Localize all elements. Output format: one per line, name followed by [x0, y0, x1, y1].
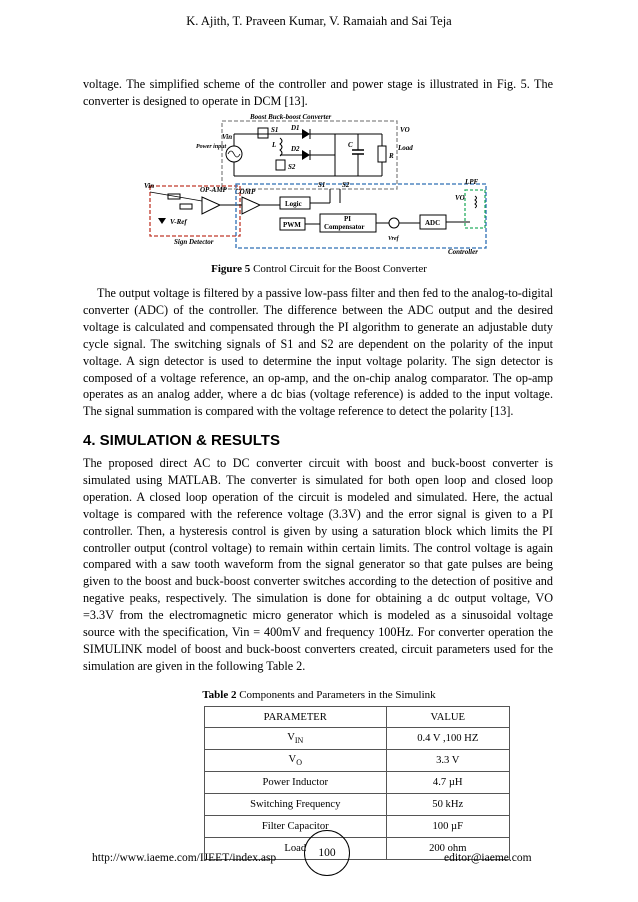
- diode-d1-icon: [302, 129, 310, 139]
- pi-label: PI: [344, 215, 351, 223]
- figure-caption-label: Figure 5: [211, 263, 251, 275]
- pwm-label: PWM: [283, 221, 301, 229]
- d2-label: D2: [291, 145, 300, 153]
- table-cell: Power Inductor: [205, 772, 387, 794]
- table-row: [205, 750, 510, 772]
- table-caption: [0, 689, 638, 701]
- table-row: [205, 816, 510, 838]
- adc-label: ADC: [425, 219, 441, 227]
- table-header-cell: VALUE: [386, 707, 509, 728]
- table-cell: 0.4 V ,100 HZ: [386, 728, 509, 750]
- compensator-label: Compensator: [324, 223, 365, 231]
- c-label: C: [348, 141, 353, 149]
- body-paragraph-2: The output voltage is filtered by a passive low-pass filter and then fed to the analog-to-digital converter (ADC) of the controller. The difference between the ADC output and the desired voltage is calculated and compensated through the PI algorithm to generate an adjustable duty cycle signal. The switching signals of S1 and S2 are dependent on the polarity of the input voltage. A sign detector is used to determine the input voltage polarity. The sign detector is composed of a voltage reference, an op-amp, and the on-chip analog comparator. The op-amp operates as an analog adder, where a dc bias (voltage reference) is added to the input voltage. The signal summation is compared with the voltage reference to detect the polarity [13].: [83, 286, 553, 419]
- footer-url-link[interactable]: http://www.iaeme.com/IJEET/index.asp: [92, 852, 277, 864]
- converter-title: Boost Buck-boost Converter: [250, 114, 332, 121]
- switch-s2: [276, 160, 285, 170]
- load-label: Load: [398, 144, 413, 152]
- s2-ctrl-label: S2: [342, 181, 350, 189]
- table-cell: Filter Capacitor: [205, 816, 387, 838]
- summing-junction-icon: [389, 218, 399, 228]
- inductor-label: L: [272, 141, 277, 149]
- table-caption-label: Table 2: [202, 689, 237, 701]
- s1-label: S1: [271, 126, 279, 134]
- controller-label: Controller: [448, 248, 478, 256]
- table-caption-text: Components and Parameters in the Simulink: [236, 689, 436, 701]
- vin-small-label: Vin: [144, 182, 155, 190]
- table-cell: Switching Frequency: [205, 794, 387, 816]
- page-number: 100: [304, 830, 350, 876]
- vref-small-label: Vref: [388, 236, 399, 242]
- comparator-icon: [242, 197, 260, 214]
- section-title: 4. SIMULATION & RESULTS: [83, 432, 280, 449]
- power-input-label: Power input: [196, 144, 227, 150]
- figure-caption: [0, 263, 638, 275]
- s2-label: S2: [288, 163, 296, 171]
- body-paragraph-3: The proposed direct AC to DC converter circuit with boost and buck-boost converter is simulated using MATLAB. The converter is simulated for both open loop and closed loop operation. A closed loop operation of the circuit is modeled and simulated. Here, the actual voltage is compared with the reference voltage (3.3V) and the error signal is given to a PI controller. Then, a hysteresis control is given by using a saturation block which limits the PI controller output (control voltage) to remain within certain limits. The control voltage is again compared with a saw tooth waveform from the signal generator so that gate pulses are being given to the boost and buck-boost converter switches according to the detection of positive and negative peaks, respectively. The simulation is done for obtaining a dc output voltage, VO =3.3V from the electromagnetic micro generator which is modeled as a sinusoidal voltage source with the specification, Vin = 400mV and frequency 100Hz. For converter operation the SIMULINK model of boost and buck-boost converters created, circuit parameters used for the simulation are given in the following Table 2.: [83, 456, 553, 673]
- logic-label: Logic: [285, 200, 302, 208]
- intro-paragraph: voltage. The simplified scheme of the controller and power stage is illustrated in Fig. 5. The converter is designed to operate in DCM [13].: [83, 77, 553, 108]
- sign-detector-label: Sign Detector: [174, 238, 214, 246]
- table-row: [205, 772, 510, 794]
- lpf-label: LPF: [465, 178, 479, 186]
- opamp-icon: [202, 197, 220, 214]
- vin-label: Vin: [222, 133, 233, 141]
- table-cell: 50 kHz: [386, 794, 509, 816]
- figure-caption-text: Control Circuit for the Boost Converter: [250, 263, 427, 275]
- vo-right-label: VO: [455, 194, 465, 202]
- table-row: [205, 794, 510, 816]
- table-cell: Load: [205, 838, 387, 860]
- table-cell: 100 µF: [386, 816, 509, 838]
- parameters-table: [204, 706, 510, 860]
- control-circuit-figure: [130, 114, 525, 256]
- table-cell: 3.3 V: [386, 750, 509, 772]
- table-cell: $V_{IN}$: [205, 728, 387, 750]
- table-header-cell: PARAMETER: [205, 707, 387, 728]
- switch-s1: [258, 128, 268, 138]
- vo-label: VO: [400, 126, 410, 134]
- table-cell: 4.7 µH: [386, 772, 509, 794]
- table-header-row: [205, 707, 510, 728]
- running-header: K. Ajith, T. Praveen Kumar, V. Ramaiah and Sai Teja: [186, 14, 452, 28]
- table-cell: 200 ohm: [386, 838, 509, 860]
- controller-box: [236, 184, 486, 248]
- table-cell: $V_O$: [205, 750, 387, 772]
- footer-email-link[interactable]: editor@iaeme.com: [444, 852, 532, 864]
- table-row: [205, 728, 510, 750]
- d1-label: D1: [291, 124, 300, 132]
- comp-label: COMP: [235, 188, 256, 196]
- r-label: R: [389, 152, 394, 160]
- inductor-icon: [280, 138, 282, 156]
- vref-diode-icon: [158, 218, 166, 224]
- opamp-label: OP-AMP: [200, 186, 227, 194]
- vref-label: V-Ref: [170, 218, 187, 226]
- resistor-icon: [378, 146, 386, 162]
- s1-ctrl-label: S1: [318, 181, 326, 189]
